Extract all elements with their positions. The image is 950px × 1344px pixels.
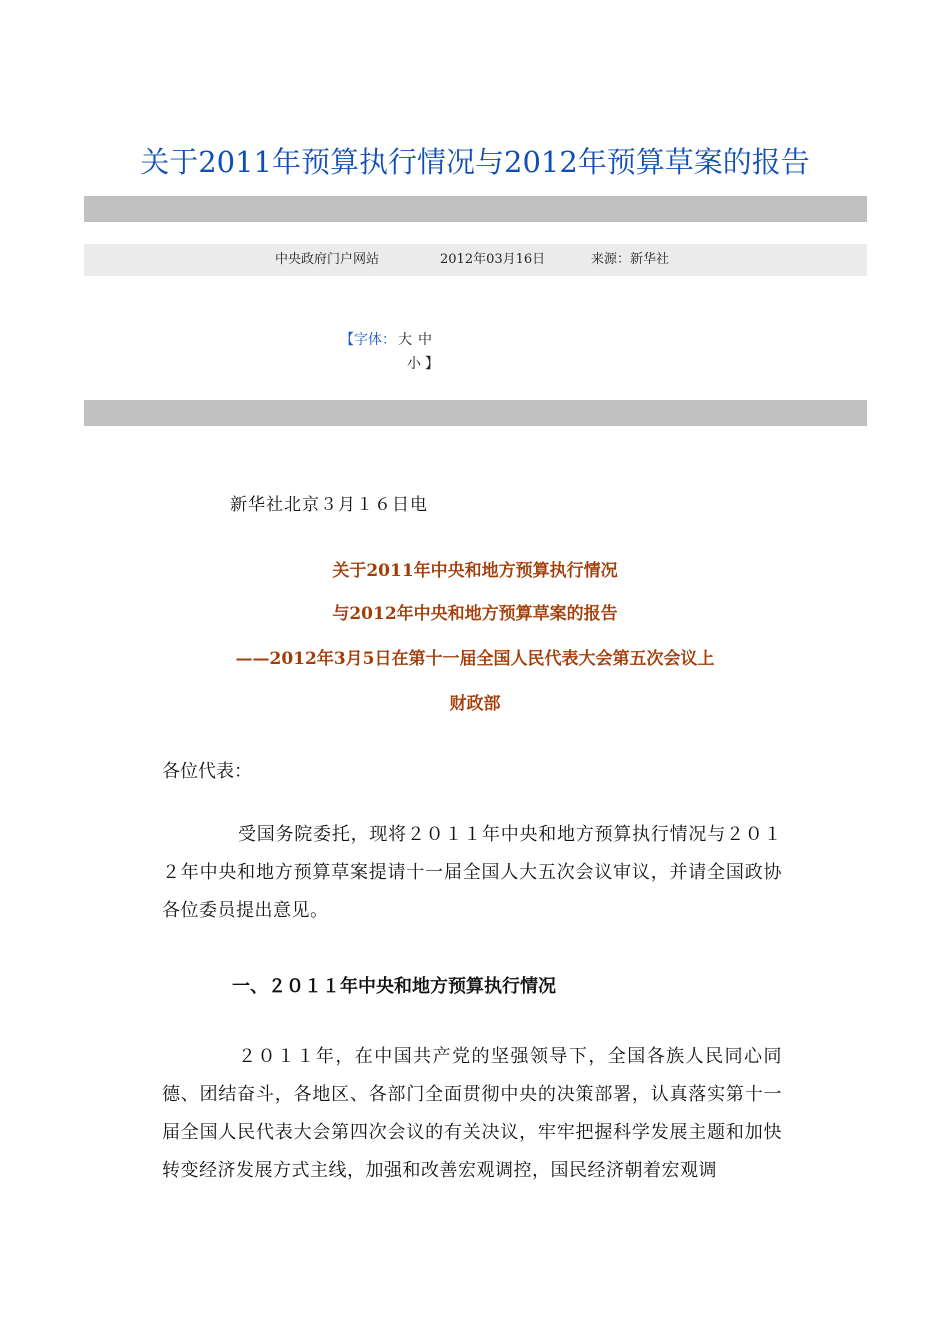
dateline: 新华社北京３月１６日电 <box>230 495 428 515</box>
font-size-label: 【字体： <box>340 332 396 348</box>
font-size-close-bracket: 】 <box>425 356 439 372</box>
article-title: 关于2011年预算执行情况与2012年预算草案的报告 <box>140 145 810 179</box>
top-divider-bar <box>84 196 867 222</box>
bottom-divider-bar <box>84 400 867 426</box>
meta-site: 中央政府门户网站 <box>275 252 380 267</box>
meta-date: 2012年03月16日 <box>440 252 546 267</box>
section-paragraph: ２０１１年，在中国共产党的坚强领导下，全国各族人民同心同德、团结奋斗，各地区、各部门全面贯彻中央的决策部署，认真落实第十一届全国人民代表大会第四次会议的有关决议，牢牢把握科学发展主题和加快转变经济发展方式主线，加强和改善宏观调控，国民经济朝着宏观调 <box>162 1046 782 1181</box>
report-author: 财政部 <box>449 694 501 714</box>
section-heading: 一、２０１１年中央和地方预算执行情况 <box>232 976 556 997</box>
font-size-medium-link[interactable]: 中 <box>418 332 432 348</box>
article-meta-bar <box>84 244 867 276</box>
font-size-control <box>340 328 440 376</box>
intro-paragraph: 受国务院委托，现将２０１１年中央和地方预算执行情况与２０１２年中央和地方预算草案提请十一届全国人大五次会议审议，并请全国政协各位委员提出意见。 <box>162 824 782 921</box>
report-heading-line-3: ——2012年3月5日在第十一届全国人民代表大会第五次会议上 <box>235 649 715 669</box>
font-size-small-link[interactable]: 小 <box>407 356 421 372</box>
report-heading-line-2: 与2012年中央和地方预算草案的报告 <box>332 604 618 624</box>
font-size-large-link[interactable]: 大 <box>398 332 412 348</box>
salutation: 各位代表： <box>162 761 252 782</box>
report-heading-line-1: 关于2011年中央和地方预算执行情况 <box>332 561 618 581</box>
meta-source: 来源：新华社 <box>591 252 670 267</box>
